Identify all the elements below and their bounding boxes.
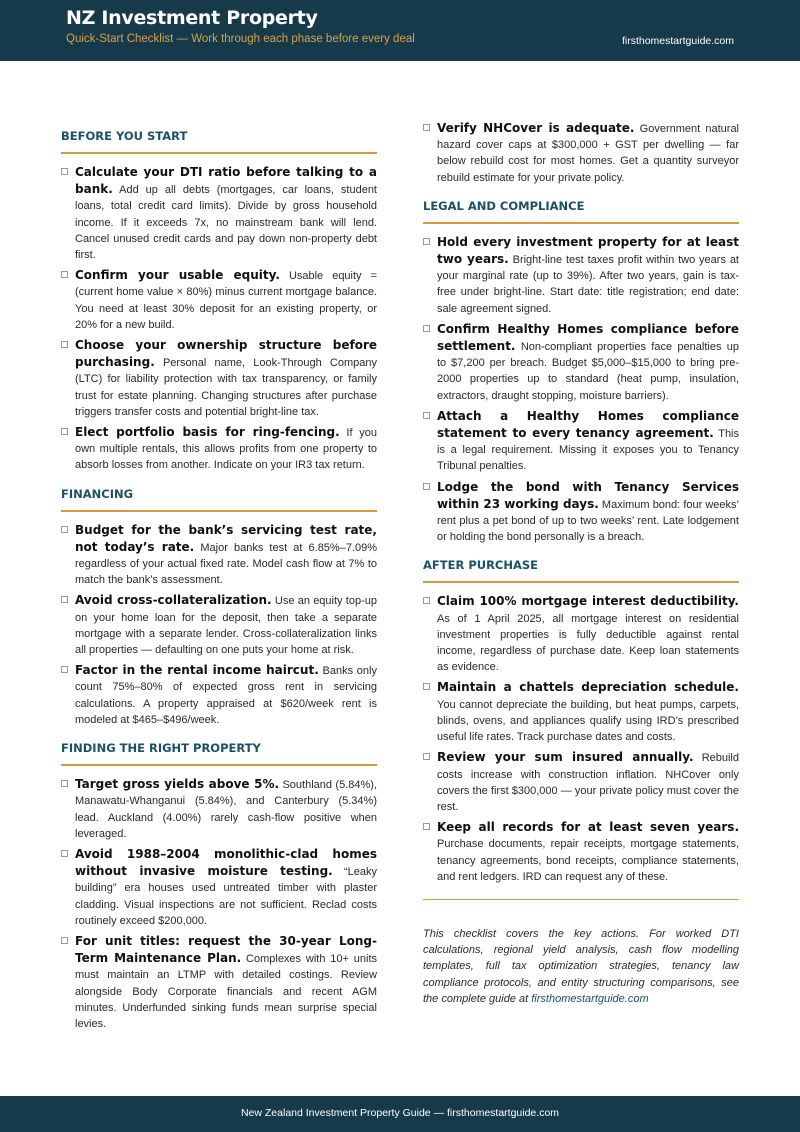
checklist-item-text: Non-compliant properties face penalties up to $7,200 per breach. Budget $5,000–$15,000 to bring pre-2000 properties up to standard (heat pump, insulation, extractors, draught stopping, moisture barriers). (437, 341, 739, 402)
checkbox[interactable] (61, 666, 68, 673)
checkbox[interactable] (61, 526, 68, 533)
section-heading: AFTER PURCHASE (423, 549, 739, 583)
checklist-item-text: You cannot depreciate the building, but heat pumps, carpets, blinds, ovens, and appliances qualify using IRD’s prescribed useful life rates. Track purchase dates and costs. (437, 698, 739, 744)
page-title: NZ Investment Property (66, 7, 318, 29)
checklist-item (423, 749, 739, 815)
checklist-item (423, 819, 739, 885)
checklist-item (423, 321, 739, 404)
checklist-item-title: Confirm your usable equity. (75, 268, 280, 283)
checklist-section (423, 190, 739, 546)
checklist-item-text: Maximum bond: four weeks’ rent plus a pet bond of up to two weeks’ rent. Late lodgement or holding the bond personally is a breach. (437, 498, 739, 544)
checklist-item-title: Calculate your DTI ratio before talking to a bank. (75, 165, 377, 197)
checklist-item-text: “Leaky building” era houses used untreated timber with plaster cladding. Visual inspections are not sufficient. Reclad costs routinely exceed $200,000. (75, 866, 377, 927)
checkbox[interactable] (61, 596, 68, 603)
checkbox[interactable] (61, 780, 68, 787)
checkbox[interactable] (423, 597, 430, 604)
checkbox[interactable] (423, 823, 430, 830)
checkbox[interactable] (61, 850, 68, 857)
checklist-item-text: Government natural hazard cover caps at $300,000 + GST per dwelling — far below rebuild cost for most homes. Get a quantity surveyor rebuild estimate for your private policy. (437, 123, 740, 184)
guide-link[interactable]: firsthomestartguide.com (531, 992, 649, 1005)
checklist-item-title: Hold every investment property for at least two years. (437, 234, 739, 267)
page-header (0, 0, 800, 61)
checklist-item-text: Major banks test at 6.85%–7.09% regardless of your actual fixed rate. Model cash flow at 7% to match the bank’s assessment. (75, 541, 378, 587)
page-footer: New Zealand Investment Property Guide — firsthomestartguide.com (0, 1096, 800, 1132)
checklist-item-title: Factor in the rental income haircut. (75, 663, 319, 678)
checkbox[interactable] (61, 341, 68, 348)
checklist-item-text: If you own multiple rentals, this allows profits from one property to absorb losses from another. Indicate on your IR3 tax return. (75, 427, 377, 472)
checklist-item-text: As of 1 April 2025, all mortgage interest on residential investment properties is fully deductible against rental income, regardless of purchase date. Keep loan statements as evidence. (437, 612, 739, 674)
checklist-item (61, 267, 377, 333)
checklist-item-title: Lodge the bond with Tenancy Services within 23 working days. (437, 479, 739, 511)
checkbox[interactable] (61, 937, 68, 944)
header-site-link[interactable]: firsthomestartguide.com (621, 35, 734, 47)
checklist-item-title: Elect portfolio basis for ring-fencing. (75, 425, 340, 440)
checkbox[interactable] (423, 753, 430, 760)
left-column (61, 120, 377, 1036)
checklist-item-title: Maintain a chattels depreciation schedule. (437, 680, 739, 695)
checklist-item-text: Bright-line test taxes profit within two years at your marginal rate (up to 39%). After two years, gain is tax-free under bright-line. Start date: title registration; end date: sale agreement signed. (437, 254, 739, 315)
checklist-item-title: Review your sum insured annually. (437, 750, 694, 765)
checklist-item-title: Target gross yields above 5%. (75, 777, 280, 792)
checklist-item (423, 679, 739, 745)
checklist-item (61, 662, 377, 728)
checklist-item-text: Personal name, Look-Through Company (LTC) for liability protection with tax transparency, or family trust for estate planning. Changing structures after purchase triggers transfer costs and potential bright-line tax. (75, 357, 377, 418)
checkbox[interactable] (61, 428, 68, 435)
checklist-section (61, 120, 377, 474)
page-subtitle: Quick-Start Checklist — Work through each phase before every deal (66, 33, 415, 45)
checklist-item (61, 933, 377, 1032)
section-heading: FINANCING (61, 478, 377, 512)
checkbox[interactable] (423, 412, 430, 419)
checkbox[interactable] (423, 483, 430, 490)
section-heading: LEGAL AND COMPLIANCE (423, 190, 739, 224)
checklist-item-title: Attach a Healthy Homes compliance statement to every tenancy agreement. (437, 408, 739, 441)
checkbox[interactable] (423, 238, 430, 245)
checklist-item-text: Purchase documents, repair receipts, mortgage statements, tenancy agreements, bond receipts, compliance statements, and rent ledgers. IRD can request any of these. (437, 838, 739, 883)
checklist-item (61, 846, 377, 929)
checklist-item-text: Southland (5.84%), Manawatu-Whanganui (5.84%), and Canterbury (5.34%) lead. Auckland (4.00%) rarely cash-flow positive when leveraged. (75, 779, 377, 840)
checklist-item-title: Confirm Healthy Homes compliance before settlement. (437, 321, 739, 354)
checkbox[interactable] (423, 683, 430, 690)
checklist-item (61, 776, 377, 842)
checkbox[interactable] (61, 168, 68, 175)
checklist-item-title: Verify NHCover is adequate. (437, 121, 635, 135)
checkbox[interactable] (423, 325, 430, 332)
checklist-section (423, 549, 739, 884)
checklist-item-title: For unit titles: request the 30-year Long-Term Maintenance Plan. (75, 933, 377, 966)
checklist-item-title: Avoid 1988–2004 monolithic-clad homes without invasive moisture testing. (75, 846, 377, 879)
checklist-item-text: This is a legal requirement. Missing it exposes you to Tenancy Tribunal penalties. (437, 428, 739, 473)
checklist-item (423, 234, 739, 317)
checklist-item (423, 593, 739, 675)
closing-note-text: This checklist covers the key actions. For worked DTI calculations, regional yield analysis, cash flow modelling templates, full tax optimization strategies, tenancy law compliance protocols, and entity structuring comparisons, see the complete guide at (423, 927, 739, 1005)
checklist-item (61, 337, 377, 420)
checkbox[interactable] (61, 271, 68, 278)
checklist-item (61, 164, 377, 263)
checklist-item-title: Budget for the bank’s servicing test rate, not today’s rate. (75, 522, 377, 554)
checklist-item (61, 424, 377, 474)
right-column (423, 120, 739, 1007)
checkbox[interactable] (423, 124, 430, 131)
section-heading: BEFORE YOU START (61, 120, 377, 154)
closing-note (423, 899, 739, 1007)
checklist-item (423, 408, 739, 475)
checklist-item-text: Add up all debts (mortgages, car loans, student loans, total credit card limits). Divide by gross household income. If it exceeds 7x, no mainstream bank will lend. Cancel unused credit cards and pay down non-property debt first. (75, 184, 377, 262)
checklist-item (61, 522, 377, 589)
checklist-item-title: Avoid cross-collateralization. (75, 593, 272, 608)
checklist-item-text: Usable equity = (current home value × 80%) minus current mortgage balance. You need at least 30% deposit for an existing property, or 20% for a new build. (75, 270, 377, 331)
checklist-item-title: Keep all records for at least seven years. (437, 820, 739, 835)
checklist-item-title: Claim 100% mortgage interest deductibility. (437, 594, 739, 609)
checklist-item-text: Complexes with 10+ units must maintain an LTMP with detailed costings. Review alongside Body Corporate financials and recent AGM minutes. Underfunded sinking funds mean surprise special levies. (75, 953, 378, 1030)
checklist-item-text: Rebuild costs increase with construction inflation. NHCover only covers the first $300,000 — your private policy must cover the rest. (437, 752, 739, 813)
checklist-item (423, 479, 739, 546)
checklist-section (61, 732, 377, 1032)
checklist-item (61, 592, 377, 658)
checklist-section (61, 478, 377, 728)
section-heading: FINDING THE RIGHT PROPERTY (61, 732, 377, 766)
checklist-item-text: Banks only count 75%–80% of expected gross rent in servicing calculations. A property appraised at $620/week rent is modeled at $465–$496/week. (75, 665, 377, 726)
checklist-item-title: Choose your ownership structure before purchasing. (75, 338, 377, 370)
checklist-item-text: Use an equity top-up on your home loan for the deposit, then take a separate mortgage with a separate lender. Cross-collateralization links all properties — defaulting on one puts your home at risk. (75, 595, 377, 657)
checklist-item (423, 120, 739, 186)
